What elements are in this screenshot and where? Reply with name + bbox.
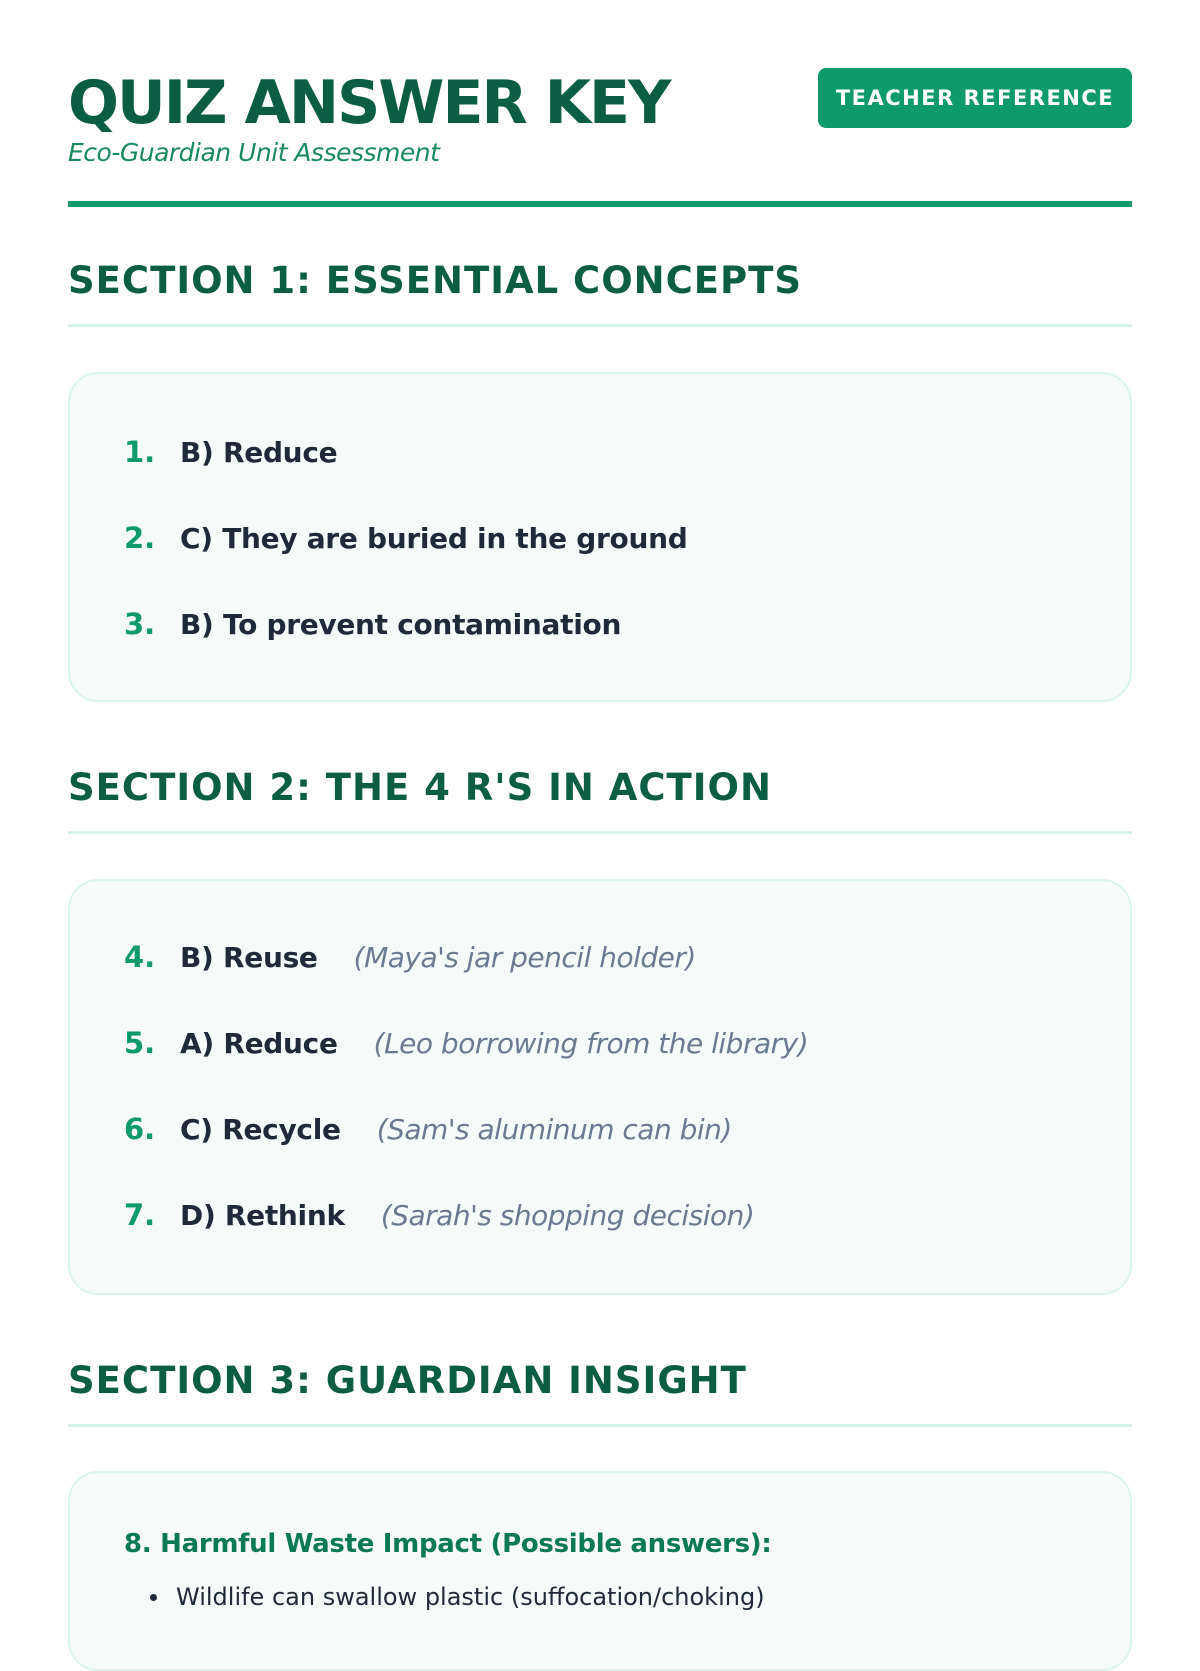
section-3-title: SECTION 3: GUARDIAN INSIGHT (68, 1358, 1132, 1427)
answer-explanation: (Leo borrowing from the library) (373, 1026, 809, 1060)
answer-row (124, 518, 687, 558)
answer-text: B) Reduce (180, 435, 338, 469)
page-header (68, 0, 1132, 207)
list-item (124, 1579, 765, 1615)
section-3-card (68, 1471, 1132, 1671)
question-number: 3. (124, 607, 156, 641)
question-number: 6. (124, 1112, 156, 1146)
answer-row (124, 1109, 732, 1149)
answer-text: B) To prevent contamination (180, 607, 622, 641)
section-2-title: SECTION 2: THE 4 R'S IN ACTION (68, 765, 1132, 834)
list-item-text: Wildlife can swallow plastic (suffocation/choking) (176, 1583, 765, 1611)
answer-explanation: (Sarah's shopping decision) (380, 1198, 755, 1232)
page-subtitle: Eco-Guardian Unit Assessment (68, 138, 440, 167)
page-title: QUIZ ANSWER KEY (68, 68, 670, 138)
answer-explanation: (Maya's jar pencil holder) (353, 940, 696, 974)
question-number: 2. (124, 521, 156, 555)
answer-row (124, 937, 696, 977)
answer-text: C) They are buried in the ground (180, 521, 688, 555)
section-1-card (68, 372, 1132, 702)
answer-explanation: (Sam's aluminum can bin) (376, 1112, 732, 1146)
answer-row (124, 604, 621, 644)
answer-row (124, 1023, 808, 1063)
teacher-reference-badge: TEACHER REFERENCE (818, 68, 1132, 128)
answer-text: C) Recycle (180, 1112, 341, 1146)
answer-text: A) Reduce (180, 1026, 338, 1060)
answer-row (124, 432, 337, 472)
answer-text: B) Reuse (180, 940, 318, 974)
section-1-title: SECTION 1: ESSENTIAL CONCEPTS (68, 258, 1132, 327)
question-number: 1. (124, 435, 156, 469)
possible-answers-list (124, 1579, 765, 1615)
answer-row (124, 1195, 754, 1235)
question-number: 5. (124, 1026, 156, 1060)
question-number: 4. (124, 940, 156, 974)
answer-text: D) Rethink (180, 1198, 345, 1232)
question-number: 7. (124, 1198, 156, 1232)
question-8-heading: 8. Harmful Waste Impact (Possible answers): (124, 1529, 772, 1559)
section-2-card (68, 879, 1132, 1295)
